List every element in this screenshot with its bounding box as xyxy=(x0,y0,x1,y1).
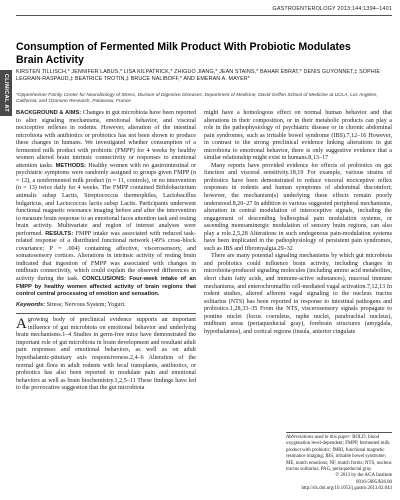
article-title: Consumption of Fermented Milk Product With Probiotic Modulates Brain Activity xyxy=(16,41,351,66)
author-list: KIRSTEN TILLISCH,* JENNIFER LABUS,* LISA KILPATRICK,* ZHIGUO JIANG,* JEAN STAINS,* BAHAR EBRAT,* DENIS GUYONNET,‡ SOPHIE LEGRAIN-RASPAUD,‡ BEATRICE TROTIN,‡ BRUCE NALIBOFF,* AND EMERAN A. MAYER* xyxy=(16,69,381,83)
background-text: Changes in gut microbiota have been reported to alter signaling mechanisms, emotional behavior, and visceral nociceptive reflexes in rodents. However, alteration of the intestinal microbiota with antibiotics or probiotics has not been shown to produce these changes in humans. We investigated whether consumption of a fermented milk product with probiotic (FMPP) for 4 weeks by healthy women altered brain intrinsic connectivity or responses to emotional attention tasks. xyxy=(16,110,196,169)
background-label: BACKGROUND & AIMS: xyxy=(16,110,82,116)
methods-text: Healthy women with no gastrointestinal or psychiatric symptoms were randomly assigned to groups given FMPP (n = 12), a nonfermented milk product (n = 11, controls), or no intervention (n = 13) twice daily for 4 weeks. The FMPP contained Bifidobacterium animalis subsp Lactis, Streptococcus thermophiles, Lactobacillus bulgaricus, and Lactococcus lactis subsp Lactis. Participants underwent functional magnetic resonance imaging before and after the intervention to measure brain response to an emotional faces attention task and resting brain activity. Multivariate and region of interest analyses were performed. xyxy=(16,162,196,237)
footnote-rule xyxy=(286,432,392,433)
abstract-divider xyxy=(16,313,196,314)
keywords-label: Keywords: xyxy=(16,301,46,308)
abbreviations xyxy=(286,435,392,473)
keywords-text: Stress; Nervous System; Yogurt. xyxy=(46,301,126,308)
left-column xyxy=(16,110,196,393)
abstract xyxy=(16,110,196,299)
results-label: RESULTS: xyxy=(45,230,74,237)
section-tab xyxy=(0,70,12,116)
footnote-box xyxy=(286,432,392,493)
journal-reference: GASTROENTEROLOGY 2013;144:1394–1401 xyxy=(272,6,392,12)
right-column xyxy=(204,110,392,336)
issn: 0016-5085/$36.00 xyxy=(356,479,392,485)
body-paragraph-3: There are many potential signaling mechanisms by which gut microbiota and probiotics could influence brain activity, including changes in microbiota-produced signaling molecules (including amino acid metabolites, short chain fatty acids, and immune-active substances), mucosal immune mechanisms, and enterochromaffin cell-mediated vagal activation.7,12,13 In rodent studies, altered afferent vagal signaling to the nucleus tractus solitarius (NTS) has been reported in response to intestinal pathogens and probiotics.1,28,33–35 From the NTS, viscerosensory signals propagate to pontine nuclei (locus coeruleus, raphe nuclei, parabrachial nucleus), midbrain areas (periaqueductal gray), forebrain structures (amygdala, hypothalamus), and cortical regions (insula, anterior cingulate xyxy=(204,253,392,335)
section-tab-label: CLINICAL AT xyxy=(3,73,9,113)
conclusions-label: CONCLUSIONS: xyxy=(82,276,126,283)
results-text: FMPP intake was associated with reduced task-related response of a distributed functional network (49% cross-block covariance; P = .004) containing affective, viscerosensory, and somatosensory cortices. Alterations in intrinsic activity of resting brain indicated that ingestion of FMPP was associated with changes in midbrain connectivity, which could explain the observed differences in activity during the task. xyxy=(16,230,196,283)
conclusions-text: Four-week intake of an FMPP by healthy women affected activity of brain regions that control central processing of emotion and sensation. xyxy=(16,276,196,298)
abbreviations-label: Abbreviations used in this paper: xyxy=(286,435,352,440)
body-paragraph-1: might have a homologous effect on normal human behavior and that alterations in their composition, or in their metabolic products can play a role in the pathophysiology of psychiatric disease or in chronic abdominal pain syndromes, such as irritable bowel syndrome (IBS).7,12–16 However, in contrast to the strong preclinical evidence linking alterations in gut microbiota to emotional behavior, there is only suggestive evidence that a similar relationship might exist in humans.8,13–17 xyxy=(204,110,392,162)
affiliations: *Oppenheimer Family Center for Neurobiology of Stress, Division of Digestive Diseases, Department of Medicine, David Geffen School of Medicine at UCLA, Los Angeles, California; and ‡Danone Research, Palaiseau, France xyxy=(16,93,378,105)
doi-link[interactable]: http://dx.doi.org/10.1053/j.gastro.2013.02.043 xyxy=(301,486,392,492)
copyright: © 2013 by the AGA Institute xyxy=(335,473,392,479)
intro-left-text: growing body of preclinical evidence supports an important influence of gut microbiota on emotional behavior and underlying brain mechanisms.1–4 Studies in germ-free mice have demonstrated the important role of gut microbiota in brain development and resultant adult pain responses and emotional behaviors, as well as on adult hypothalamic-pituitary axis responsiveness.2,4–6 Alteration of the normal gut flora in adult rodents with fecal transplants, antibiotics, or probiotics has also been reported to modulate pain and emotional behaviors as well as brain biochemistry.1,2,5–11 These findings have led to the provocative suggestion that the gut microbiota xyxy=(16,317,196,392)
abbreviations-text: BOLD, blood oxygenation level-dependent; FMPP, fermented milk product with probiotic; fMRI, functional magnetic resonance imaging; IBS, irritable bowel syndrome; ME, match emotions; NF, match forms; NTS, nucleus tractus solitarius; PAG, periaqueductal gray. xyxy=(286,435,392,473)
methods-label: METHODS: xyxy=(55,162,86,169)
drop-cap: A xyxy=(16,316,27,333)
header-rule xyxy=(16,15,392,16)
body-paragraph-2: Many reports have provided evidence for effects of probiotics on gut function and visceral sensitivity.18,19 For example, various strains of probiotics have been demonstrated to reduce visceral nociceptive reflex responses in rodents and human symptoms of abdominal discomfort; however, the mechanism(s) underlying these effects remain poorly understood.8,20–27 In addition to various suggested peripheral mechanisms, alteration in central modulation of interoceptive signals, including the engagement of descending bulbospinal pain modulation systems, or ascending monoaminergic modulation of sensory brain regions, can also play a role.2,5,28 Alterations in such endogenous pain-modulation systems have been implicated in the pathophysiology of persistent pain syndromes, such as IBS and fibromyalgia.29–32 xyxy=(204,162,392,252)
keywords xyxy=(16,302,196,310)
intro-paragraph xyxy=(16,317,196,392)
